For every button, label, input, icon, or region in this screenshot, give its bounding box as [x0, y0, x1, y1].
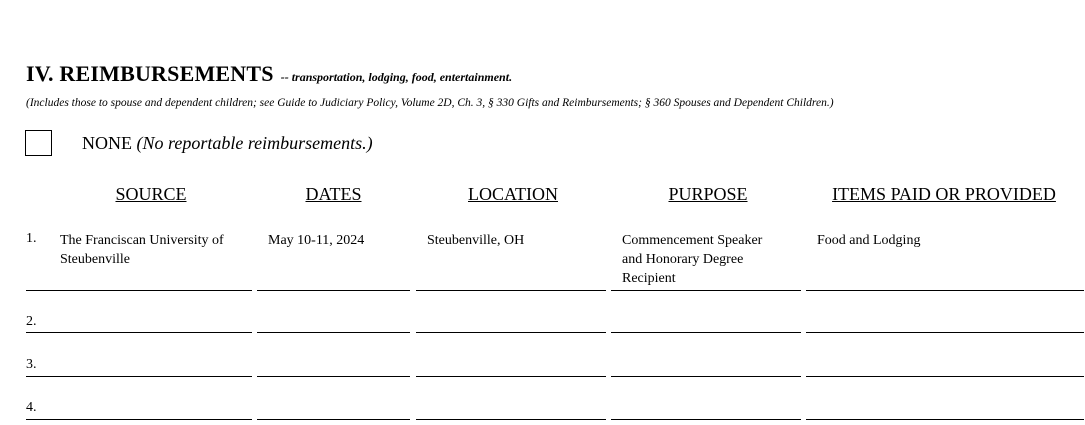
- row-underline: [806, 332, 1084, 333]
- none-description: (No reportable reimbursements.): [136, 133, 373, 153]
- section-note: (Includes those to spouse and dependent children; see Guide to Judiciary Policy, Volume 2D, Ch. 3, § 330 Gifts and Reimbursements; § 360 Spouses and Dependent Children.): [26, 97, 834, 109]
- row-underline: [257, 290, 410, 291]
- row-number: 4.: [26, 400, 37, 415]
- row-underline: [416, 376, 606, 377]
- section-title: [26, 61, 512, 87]
- cell-purpose[interactable]: Commencement Speaker and Honorary Degree Recipient: [622, 233, 763, 286]
- none-label: [82, 133, 373, 154]
- cell-location[interactable]: Steubenville, OH: [427, 233, 525, 248]
- row-underline: [26, 290, 252, 291]
- row-number: 3.: [26, 357, 37, 372]
- row-underline: [416, 290, 606, 291]
- row-underline: [806, 419, 1084, 420]
- row-number: 1.: [26, 231, 37, 246]
- column-header-purpose: PURPOSE: [668, 184, 748, 204]
- row-underline: [806, 290, 1084, 291]
- row-underline: [26, 332, 252, 333]
- row-underline: [806, 376, 1084, 377]
- column-header-items: ITEMS PAID OR PROVIDED: [832, 184, 1056, 204]
- row-underline: [611, 376, 801, 377]
- row-underline: [26, 376, 252, 377]
- row-underline: [257, 376, 410, 377]
- column-header-dates: DATES: [305, 184, 362, 204]
- row-underline: [26, 419, 252, 420]
- cell-items[interactable]: Food and Lodging: [817, 233, 921, 248]
- row-number: 2.: [26, 314, 37, 329]
- row-underline: [416, 419, 606, 420]
- none-checkbox[interactable]: [25, 130, 52, 156]
- none-label-text: NONE: [82, 133, 132, 153]
- cell-dates[interactable]: May 10-11, 2024: [268, 233, 365, 248]
- row-underline: [611, 332, 801, 333]
- row-underline: [257, 419, 410, 420]
- section-subtitle: -- transportation, lodging, food, entertainment.: [280, 70, 513, 84]
- column-header-location: LOCATION: [468, 184, 558, 204]
- row-underline: [611, 290, 801, 291]
- cell-source[interactable]: The Franciscan University of Steubenville: [60, 233, 224, 267]
- row-underline: [257, 332, 410, 333]
- row-underline: [416, 332, 606, 333]
- column-header-source: SOURCE: [115, 184, 187, 204]
- section-title-main: IV. REIMBURSEMENTS: [26, 61, 274, 86]
- row-underline: [611, 419, 801, 420]
